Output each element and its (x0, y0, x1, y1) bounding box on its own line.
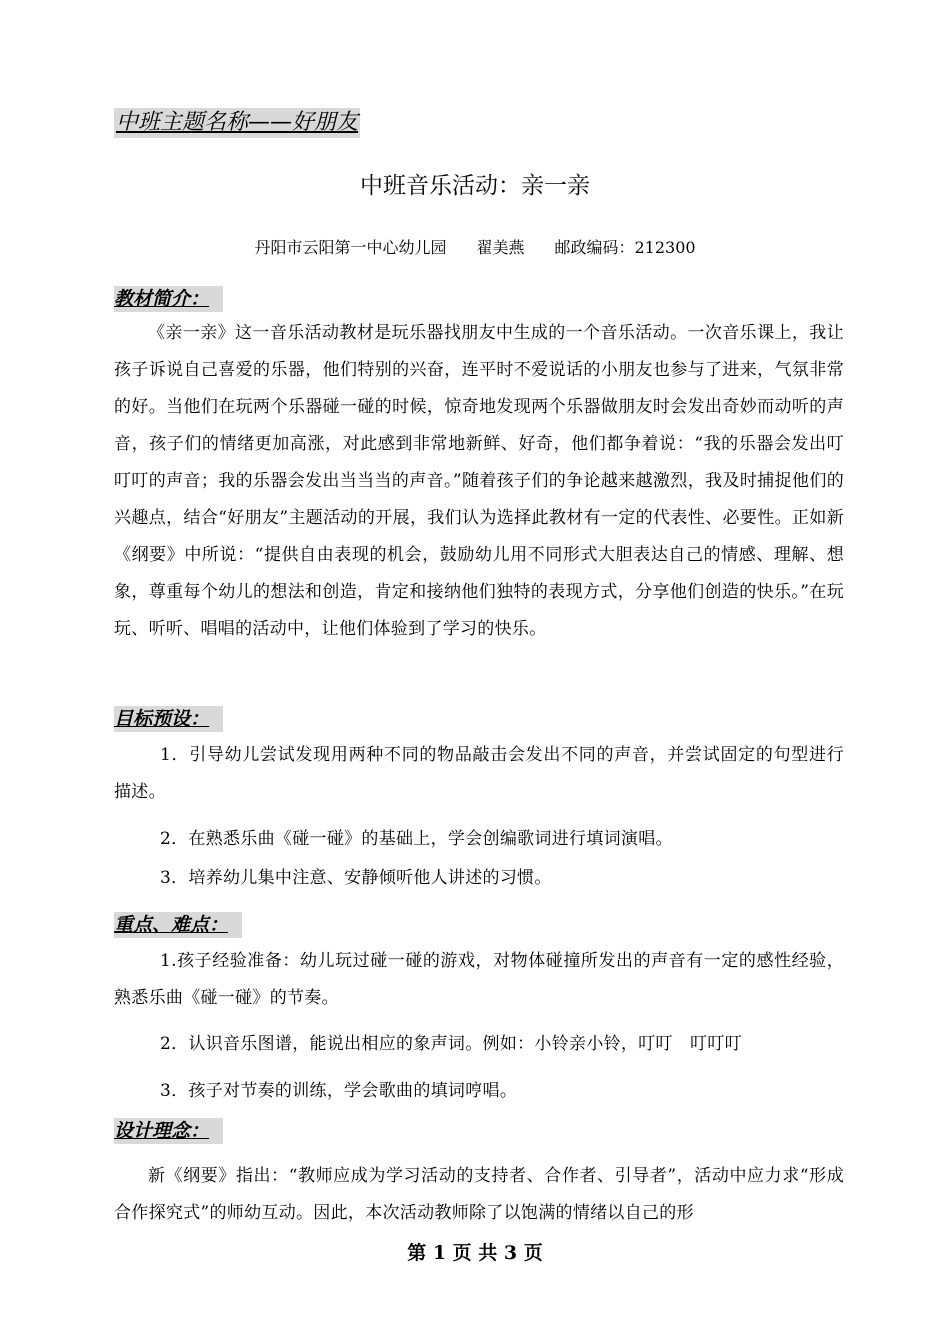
section-heading-design: 设计理念： (114, 1118, 223, 1144)
design-paragraph: 新《纲要》指出：“教师应成为学习活动的支持者、合作者、引导者”，活动中应力求“形成合作探究式”的师幼互动。因此，本次活动教师除了以饱满的情绪以自己的形 (114, 1166, 844, 1223)
section-heading-key-points: 重点、难点： (114, 912, 242, 938)
document-title: 中班音乐活动：亲一亲 (360, 173, 590, 199)
page-footer: 第 1 页 共 3 页 (407, 1242, 543, 1264)
byline-author: 翟美燕 (476, 238, 525, 257)
goal-item-2: 2．在熟悉乐曲《碰一碰》的基础上，学会创编歌词进行填词演唱。 (160, 829, 673, 849)
key-point-item-2: 2．认识音乐图谱，能说出相应的象声词。例如：小铃亲小铃，叮叮 叮叮叮 (160, 1034, 743, 1054)
section-heading-intro: 教材简介： (114, 286, 223, 312)
section-heading-goals: 目标预设： (114, 706, 223, 732)
goal-item-1: 1．引导幼儿尝试发现用两种不同的物品敲击会发出不同的声音，并尝试固定的句型进行描述。 (114, 745, 844, 802)
theme-title: 中班主题名称——好朋友 (114, 108, 360, 138)
byline-postcode: 邮政编码：212300 (554, 238, 696, 257)
intro-paragraph: 《亲一亲》这一音乐活动教材是玩乐器找朋友中生成的一个音乐活动。一次音乐课上，我让孩子诉说自己喜爱的乐器，他们特别的兴奋，连平时不爱说话的小朋友也参与了进来，气氛非常的好。当他们在玩两个乐器碰一碰的时候，惊奇地发现两个乐器做朋友时会发出奇妙而动听的声音，孩子们的情绪更加高涨，对此感到非常地新鲜、好奇，他们都争着说：“我的乐器会发出叮叮叮的声音；我的乐器会发出当当当的声音。”随着孩子们的争论越来越激烈，我及时捕捉他们的兴趣点，结合“好朋友”主题活动的开展，我们认为选择此教材有一定的代表性、必要性。正如新《纲要》中所说：“提供自由表现的机会，鼓励幼儿用不同形式大胆表达自己的情感、理解、想象，尊重每个幼儿的想法和创造，肯定和接纳他们独特的表现方式，分享他们创造的快乐。”在玩玩、听听、唱唱的活动中，让他们体验到了学习的快乐。 (114, 323, 844, 639)
key-point-item-3: 3．孩子对节奏的训练，学会歌曲的填词哼唱。 (160, 1081, 518, 1101)
goal-item-3: 3．培养幼儿集中注意、安静倾听他人讲述的习惯。 (160, 868, 552, 888)
byline (0, 236, 950, 260)
byline-school: 丹阳市云阳第一中心幼儿园 (254, 238, 447, 257)
key-point-item-1: 1.孩子经验准备：幼儿玩过碰一碰的游戏，对物体碰撞所发出的声音有一定的感性经验，熟悉乐曲《碰一碰》的节奏。 (114, 951, 844, 1008)
